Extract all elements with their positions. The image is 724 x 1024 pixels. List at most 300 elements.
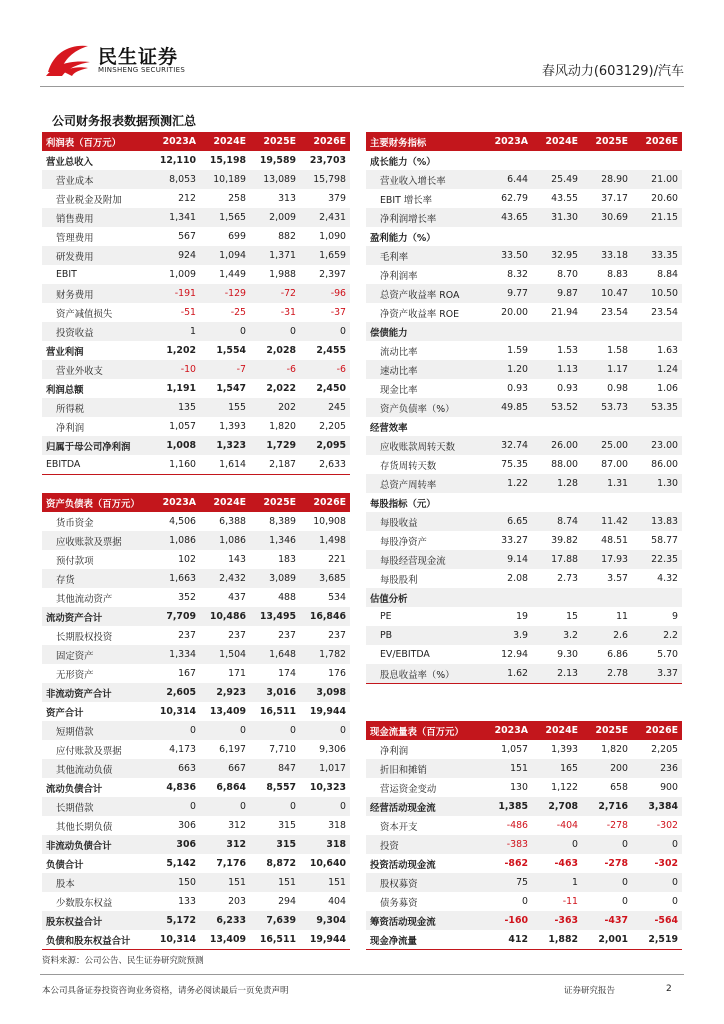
value-cell: 1,017 (300, 759, 350, 778)
value-cell: 0 (632, 835, 682, 854)
value-cell: 22.35 (632, 550, 682, 569)
table-row (42, 322, 350, 341)
value-cell: 315 (278, 820, 296, 831)
value-cell: 2,028 (266, 345, 296, 356)
value-cell (482, 227, 532, 246)
value-cell: 1,648 (250, 645, 300, 664)
table-row (42, 588, 350, 607)
value-cell: 1,393 (219, 421, 246, 432)
header-divider (40, 86, 684, 87)
value-cell: -10 (150, 360, 200, 379)
value-cell: -96 (300, 284, 350, 303)
value-cell (532, 588, 582, 607)
value-cell: 23,703 (309, 155, 346, 166)
row-label: 非流动负债合计 (42, 835, 150, 854)
value-cell: 0 (582, 835, 632, 854)
value-cell: 9.77 (482, 284, 532, 303)
row-label: 股东权益合计 (42, 911, 150, 930)
value-cell: 176 (328, 668, 346, 679)
value-cell: 15,798 (300, 170, 350, 189)
value-cell: 2,095 (300, 436, 350, 455)
table-row (366, 930, 682, 950)
value-cell: 6.86 (607, 649, 628, 660)
value-cell (632, 227, 682, 246)
value-cell: 1.06 (657, 383, 678, 394)
value-cell: 3.37 (632, 664, 682, 684)
value-cell: 2,187 (250, 455, 300, 475)
value-cell: 1.17 (582, 360, 632, 379)
value-cell: 3.9 (482, 626, 532, 645)
row-label: 每股指标（元） (370, 498, 436, 510)
row-label: 利润总额 (46, 384, 84, 396)
value-cell: 1,659 (300, 246, 350, 265)
row-label: 流动负债合计 (46, 783, 103, 795)
table-row (366, 246, 682, 265)
value-cell: 3,016 (250, 683, 300, 702)
brand-name-en: MINSHENG SECURITIES (98, 66, 186, 74)
value-cell: 1,086 (200, 531, 250, 550)
value-cell: 7,710 (269, 744, 296, 755)
value-cell (482, 588, 532, 607)
value-cell: 10,323 (309, 782, 346, 793)
value-cell: 2,205 (319, 421, 346, 432)
value-cell: 12,110 (159, 155, 196, 166)
value-cell: 10,189 (200, 170, 250, 189)
value-cell: 0 (300, 721, 350, 740)
value-cell: 6.65 (482, 512, 532, 531)
value-cell: 0 (200, 322, 250, 341)
value-cell: 1,160 (150, 455, 200, 475)
value-cell: 2,450 (316, 383, 346, 394)
row-label: 所得税 (42, 398, 150, 417)
value-cell: 0 (300, 797, 350, 816)
value-cell: 25.00 (582, 436, 632, 455)
value-cell: 0 (632, 873, 682, 892)
value-cell: 1.28 (532, 474, 582, 493)
value-cell: 200 (582, 759, 632, 778)
value-cell: 306 (150, 835, 200, 854)
value-cell: 236 (632, 759, 682, 778)
row-label: 预付款项 (56, 555, 94, 567)
value-cell: 534 (328, 592, 346, 603)
year-header: 2026E (300, 493, 350, 512)
value-cell: 43.65 (482, 208, 532, 227)
value-cell: 0 (150, 721, 200, 740)
value-cell: 102 (178, 554, 196, 565)
row-label: 股本 (42, 873, 150, 892)
row-label: 财务费用 (42, 284, 150, 303)
value-cell: 8.32 (507, 269, 528, 280)
value-cell: 318 (328, 820, 346, 831)
row-label: 营业外收支 (42, 360, 150, 379)
value-cell: 32.74 (482, 436, 532, 455)
value-cell: 6,233 (200, 911, 250, 930)
table-row (366, 379, 682, 398)
value-cell: -363 (532, 911, 582, 930)
value-cell: 1.24 (632, 360, 682, 379)
value-cell: -278 (606, 820, 628, 831)
value-cell: 167 (178, 668, 196, 679)
value-cell (482, 493, 532, 512)
value-cell: 19 (516, 611, 528, 622)
row-label: 应收账款及票据 (42, 531, 150, 550)
value-cell: 315 (250, 835, 300, 854)
value-cell: 15 (566, 611, 578, 622)
value-cell: -51 (180, 307, 196, 318)
value-cell: 1,663 (150, 569, 200, 588)
table-row (366, 854, 682, 873)
value-cell: 183 (278, 554, 296, 565)
row-label: 营业总收入 (46, 156, 93, 168)
row-label: 应付账款及票据 (56, 745, 122, 757)
value-cell: 2,022 (266, 383, 296, 394)
table-row (42, 816, 350, 835)
value-cell: 3.57 (607, 573, 628, 584)
value-cell: 1,371 (250, 246, 300, 265)
row-label: 营业利润 (46, 346, 84, 358)
row-label: 成长能力（%） (370, 156, 436, 168)
value-cell: 1,988 (269, 269, 296, 280)
value-cell: 1,820 (269, 421, 296, 432)
value-cell: 437 (228, 592, 246, 603)
value-cell (632, 417, 682, 436)
value-cell: 10,314 (150, 930, 200, 950)
ratios-header-row (366, 132, 682, 151)
value-cell: 130 (510, 782, 528, 793)
row-label: 短期借款 (42, 721, 150, 740)
row-label: 无形资产 (56, 669, 94, 681)
value-cell: 10,314 (159, 706, 196, 717)
value-cell: -437 (582, 911, 632, 930)
table-row (366, 360, 682, 379)
value-cell: -191 (150, 284, 200, 303)
value-cell: 6,388 (219, 516, 246, 527)
value-cell: 4,506 (169, 516, 196, 527)
row-label: 研发费用 (42, 246, 150, 265)
value-cell: 1,393 (551, 744, 578, 755)
value-cell: 1,334 (150, 645, 200, 664)
value-cell: 1,346 (250, 531, 300, 550)
value-cell: 0 (200, 797, 250, 816)
table-row (366, 569, 682, 588)
year-header: 2025E (250, 132, 300, 151)
value-cell: 306 (178, 820, 196, 831)
value-cell: 237 (178, 630, 196, 641)
value-cell: 25.49 (532, 170, 582, 189)
value-cell: 33.50 (482, 246, 532, 265)
table-row (366, 531, 682, 550)
table-row (42, 512, 350, 531)
value-cell: 7,176 (216, 858, 246, 869)
value-cell (532, 417, 582, 436)
row-label: 净利润增长率 (366, 208, 482, 227)
row-label: 总资产周转率 (366, 474, 482, 493)
row-label: 筹资活动现金流 (366, 911, 482, 930)
value-cell (532, 493, 582, 512)
value-cell: 3,685 (300, 569, 350, 588)
year-header: 2024E (532, 132, 582, 151)
table-row (366, 417, 682, 436)
table-row (42, 227, 350, 246)
value-cell: 2,205 (651, 744, 678, 755)
ratios-title: 主要财务指标 (366, 132, 482, 151)
value-cell: 9.14 (482, 550, 532, 569)
value-cell: 16,511 (259, 706, 296, 717)
table-row (42, 303, 350, 322)
value-cell: 1 (532, 873, 582, 892)
row-label: 股息收益率（%） (366, 664, 482, 684)
value-cell: 1,385 (482, 797, 532, 816)
value-cell: 1,122 (551, 782, 578, 793)
table-row (366, 151, 682, 170)
minsheng-logo-icon (44, 42, 92, 78)
table-row (366, 284, 682, 303)
value-cell: 8,872 (266, 858, 296, 869)
table-row (366, 265, 682, 284)
row-label: 投资收益 (42, 322, 150, 341)
row-label: 非流动资产合计 (42, 683, 150, 702)
value-cell: -72 (250, 284, 300, 303)
value-cell: 5.70 (657, 649, 678, 660)
table-row (42, 170, 350, 189)
value-cell (532, 227, 582, 246)
value-cell: 1.63 (657, 345, 678, 356)
row-label: 净资产收益率 ROE (380, 308, 460, 320)
row-label: 投资 (366, 835, 482, 854)
row-label: EBIT (56, 269, 77, 280)
row-label: EV/EBITDA (380, 649, 430, 660)
value-cell: 237 (278, 630, 296, 641)
row-label: 存货 (42, 569, 150, 588)
value-cell: 2.13 (532, 664, 582, 684)
cash-flow-table (366, 721, 682, 950)
value-cell: 10.50 (632, 284, 682, 303)
value-cell: 379 (328, 193, 346, 204)
value-cell: 1.58 (607, 345, 628, 356)
balance-header-row (42, 493, 350, 512)
value-cell: 28.90 (582, 170, 632, 189)
row-label: 现金比率 (380, 384, 418, 396)
table-row (42, 740, 350, 759)
value-cell: 1,782 (300, 645, 350, 664)
row-label: 营业税金及附加 (56, 194, 122, 206)
value-cell: 1,057 (169, 421, 196, 432)
company-ticker: 春风动力(603129)/汽车 (541, 64, 684, 79)
row-label: 经营效率 (370, 422, 408, 434)
year-header: 2023A (482, 132, 532, 151)
value-cell: 4.32 (657, 573, 678, 584)
value-cell: 87.00 (601, 459, 628, 470)
value-cell: 312 (200, 835, 250, 854)
value-cell: 10,640 (309, 858, 346, 869)
value-cell (482, 417, 532, 436)
value-cell: 33.18 (582, 246, 632, 265)
row-label: 净利润 (56, 422, 85, 434)
table-row (366, 436, 682, 455)
value-cell: 1,341 (150, 208, 200, 227)
value-cell: 0.93 (557, 383, 578, 394)
table-row (366, 398, 682, 417)
year-header: 2024E (200, 493, 250, 512)
value-cell: 294 (278, 896, 296, 907)
value-cell: 7,709 (150, 607, 200, 626)
table-row (42, 550, 350, 569)
row-label: 流动资产合计 (42, 607, 150, 626)
table-row (366, 189, 682, 208)
table-row (42, 436, 350, 455)
page-number: 2 (666, 984, 672, 994)
value-cell: 0.98 (607, 383, 628, 394)
table-row (42, 759, 350, 778)
value-cell: 21.15 (632, 208, 682, 227)
value-cell: 23.00 (632, 436, 682, 455)
value-cell: 1 (150, 322, 200, 341)
value-cell: 86.00 (651, 459, 678, 470)
table-row (42, 151, 350, 170)
value-cell: 2,923 (200, 683, 250, 702)
value-cell: 135 (150, 398, 200, 417)
value-cell: 2,431 (300, 208, 350, 227)
value-cell (532, 151, 582, 170)
value-cell: 6.44 (482, 170, 532, 189)
table-row (366, 455, 682, 474)
value-cell (582, 493, 632, 512)
row-label: 负债合计 (46, 859, 84, 871)
value-cell: 1.22 (482, 474, 532, 493)
value-cell: -463 (554, 858, 578, 869)
value-cell: 49.85 (482, 398, 532, 417)
value-cell: 245 (300, 398, 350, 417)
row-label: 股权募资 (366, 873, 482, 892)
value-cell: 20.60 (651, 193, 678, 204)
value-cell: 9.87 (532, 284, 582, 303)
value-cell: -564 (632, 911, 682, 930)
row-label: 营业成本 (42, 170, 150, 189)
value-cell: 0 (300, 322, 350, 341)
row-label: 其他流动资产 (56, 593, 113, 605)
row-label: 资产负债率（%） (366, 398, 482, 417)
value-cell: 13.83 (632, 512, 682, 531)
table-row (42, 835, 350, 854)
table-row (42, 721, 350, 740)
row-label: 每股股利 (380, 574, 418, 586)
value-cell: 1,729 (250, 436, 300, 455)
value-cell: 11.42 (582, 512, 632, 531)
table-row (42, 455, 350, 475)
row-label: 管理费用 (56, 232, 94, 244)
value-cell: 1.62 (482, 664, 532, 684)
value-cell: 488 (278, 592, 296, 603)
table-row (42, 892, 350, 911)
table-row (42, 607, 350, 626)
value-cell: 699 (228, 231, 246, 242)
report-type: 证券研究报告 (564, 986, 616, 996)
value-cell: 1,565 (200, 208, 250, 227)
value-cell: 10.47 (582, 284, 632, 303)
value-cell: 151 (482, 759, 532, 778)
value-cell: 0 (622, 896, 628, 907)
cashflow-header-row (366, 721, 682, 740)
value-cell: 20.00 (501, 307, 528, 318)
row-label: 毛利率 (366, 246, 482, 265)
year-header: 2025E (250, 493, 300, 512)
value-cell: 1,057 (501, 744, 528, 755)
value-cell: 75.35 (501, 459, 528, 470)
row-label: 资本开支 (380, 821, 418, 833)
value-cell: 16,511 (250, 930, 300, 950)
value-cell: 2,009 (250, 208, 300, 227)
row-label: 长期股权投资 (56, 631, 113, 643)
value-cell: 1,008 (150, 436, 200, 455)
cashflow-title: 现金流量表（百万元） (366, 721, 482, 740)
table-row (42, 626, 350, 645)
value-cell: 165 (532, 759, 582, 778)
value-cell: 882 (278, 231, 296, 242)
table-row (366, 227, 682, 246)
row-label: 每股净资产 (380, 536, 427, 548)
value-cell: 1,094 (200, 246, 250, 265)
row-label: 资产合计 (46, 707, 84, 719)
value-cell: 0 (672, 896, 678, 907)
value-cell: -7 (200, 360, 250, 379)
table-row (366, 911, 682, 930)
value-cell: -302 (656, 820, 678, 831)
year-header: 2024E (200, 132, 250, 151)
value-cell: 19,589 (259, 155, 296, 166)
value-cell: 21.00 (632, 170, 682, 189)
table-row (366, 550, 682, 569)
year-header: 2026E (300, 132, 350, 151)
table-row (366, 626, 682, 645)
value-cell: 88.00 (551, 459, 578, 470)
value-cell: 0.93 (507, 383, 528, 394)
table-row (366, 645, 682, 664)
row-label: 经营活动现金流 (366, 797, 482, 816)
row-label: EBIT 增长率 (380, 194, 432, 206)
value-cell: 4,173 (169, 744, 196, 755)
value-cell: 258 (228, 193, 246, 204)
value-cell: -278 (604, 858, 628, 869)
value-cell: 1,504 (200, 645, 250, 664)
table-row (42, 873, 350, 892)
value-cell: -37 (330, 307, 346, 318)
table-row (42, 569, 350, 588)
value-cell (582, 417, 632, 436)
value-cell: 17.88 (532, 550, 582, 569)
value-cell: 1,498 (300, 531, 350, 550)
value-cell: 13,409 (200, 930, 250, 950)
value-cell: 133 (178, 896, 196, 907)
row-label: 存货周转天数 (380, 460, 437, 472)
row-label: PE (380, 611, 392, 622)
brand-name-cn: 民生证券 (98, 46, 179, 68)
disclaimer-text: 本公司具备证券投资咨询业务资格，请务必阅读最后一页免责声明 (42, 986, 289, 996)
value-cell: 174 (278, 668, 296, 679)
value-cell: 26.00 (532, 436, 582, 455)
value-cell: 1.30 (632, 474, 682, 493)
value-cell (582, 227, 632, 246)
row-label: 应收账款周转天数 (366, 436, 482, 455)
value-cell: 13,089 (250, 170, 300, 189)
row-label: 盈利能力（%） (370, 232, 436, 244)
value-cell: 2.2 (632, 626, 682, 645)
value-cell: 6,864 (216, 782, 246, 793)
value-cell: 318 (300, 835, 350, 854)
value-cell: 53.35 (632, 398, 682, 417)
value-cell (582, 588, 632, 607)
value-cell: 150 (150, 873, 200, 892)
year-header: 2023A (150, 132, 200, 151)
